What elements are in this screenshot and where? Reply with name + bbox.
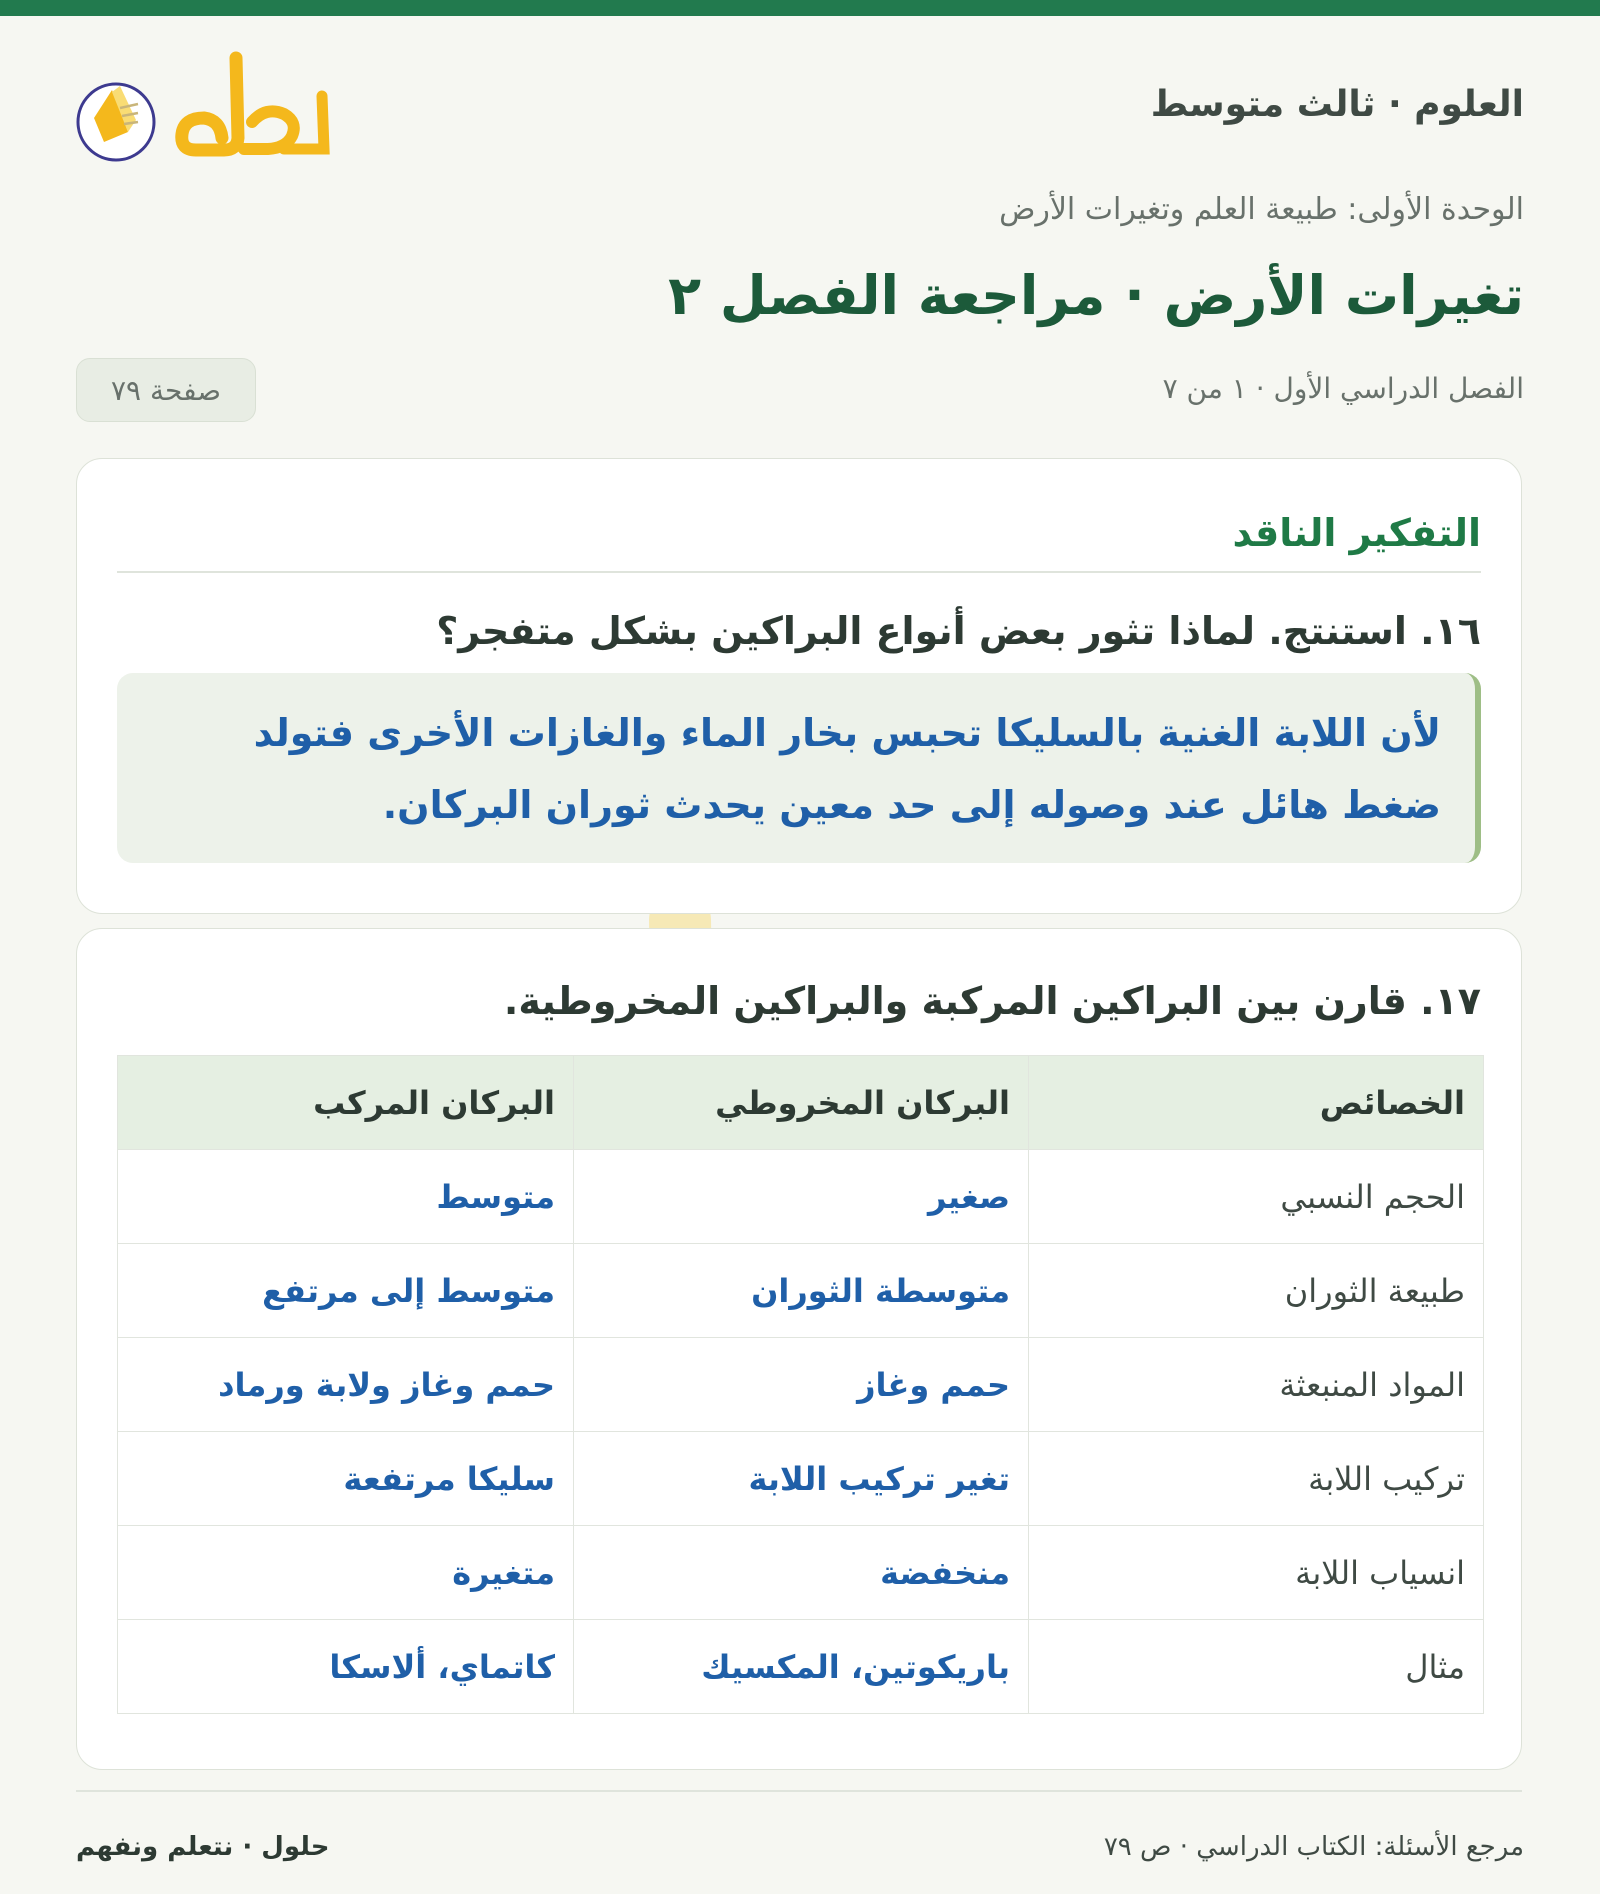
property-cell: طبيعة الثوران xyxy=(1029,1244,1484,1338)
cinder-cone-cell: حمم وغاز xyxy=(574,1338,1029,1432)
header-cinder-cone: البركان المخروطي xyxy=(574,1056,1029,1150)
composite-cell: سليكا مرتفعة xyxy=(118,1432,574,1526)
table-row xyxy=(118,1432,1484,1526)
question-17: ١٧. قارن بين البراكين المركبة والبراكين المخروطية. xyxy=(503,979,1481,1023)
logo-icon xyxy=(76,46,336,166)
page-title: تغيرات الأرض · مراجعة الفصل ٢ xyxy=(668,264,1524,327)
cinder-cone-cell: صغير xyxy=(574,1150,1029,1244)
property-cell: تركيب اللابة xyxy=(1029,1432,1484,1526)
table-header-row xyxy=(118,1056,1484,1150)
subject-grade-label: العلوم · ثالث متوسط xyxy=(1150,84,1524,125)
composite-cell: متوسط إلى مرتفع xyxy=(118,1244,574,1338)
answer-box xyxy=(117,673,1481,863)
composite-cell: كاتماي، ألاسكا xyxy=(118,1620,574,1714)
cinder-cone-cell: باريكوتين، المكسيك xyxy=(574,1620,1029,1714)
footer-reference: مرجع الأسئلة: الكتاب الدراسي · ص ٧٩ xyxy=(1103,1832,1524,1862)
composite-cell: حمم وغاز ولابة ورماد xyxy=(118,1338,574,1432)
answer-16-text: لأن اللابة الغنية بالسليكا تحبس بخار الماء والغازات الأخرى فتولد ضغط هائل عند وصوله إلى حد معين يحدث ثوران البركان. xyxy=(253,711,1441,827)
footer-brand: حلول · نتعلم ونفهم xyxy=(76,1832,330,1862)
page-container xyxy=(76,16,1524,1862)
footer-divider xyxy=(76,1790,1522,1792)
unit-label: الوحدة الأولى: طبيعة العلم وتغيرات الأرض xyxy=(999,192,1524,227)
question-16: ١٦. استنتج. لماذا تثور بعض أنواع البراكين بشكل متفجر؟ xyxy=(436,609,1481,653)
cinder-cone-cell: تغير تركيب اللابة xyxy=(574,1432,1029,1526)
table-row xyxy=(118,1150,1484,1244)
cinder-cone-cell: منخفضة xyxy=(574,1526,1029,1620)
section-title: التفكير الناقد xyxy=(1232,511,1481,555)
composite-cell: متوسط xyxy=(118,1150,574,1244)
property-cell: الحجم النسبي xyxy=(1029,1150,1484,1244)
page-number-badge: صفحة ٧٩ xyxy=(76,358,256,422)
property-cell: المواد المنبعثة xyxy=(1029,1338,1484,1432)
property-cell: مثال xyxy=(1029,1620,1484,1714)
page-header xyxy=(76,16,1524,176)
table-row xyxy=(118,1338,1484,1432)
table-row xyxy=(118,1620,1484,1714)
semester-progress: الفصل الدراسي الأول · ١ من ٧ xyxy=(1162,372,1524,405)
header-composite: البركان المركب xyxy=(118,1056,574,1150)
comparison-table xyxy=(117,1055,1484,1714)
top-accent-bar xyxy=(0,0,1600,16)
table-row xyxy=(118,1526,1484,1620)
cinder-cone-cell: متوسطة الثوران xyxy=(574,1244,1029,1338)
composite-cell: متغيرة xyxy=(118,1526,574,1620)
header-properties: الخصائص xyxy=(1029,1056,1484,1150)
section-divider xyxy=(117,571,1481,573)
property-cell: انسياب اللابة xyxy=(1029,1526,1484,1620)
comparison-card xyxy=(76,928,1522,1770)
critical-thinking-card xyxy=(76,458,1522,914)
hulul-logo[interactable] xyxy=(76,46,336,166)
table-row xyxy=(118,1244,1484,1338)
